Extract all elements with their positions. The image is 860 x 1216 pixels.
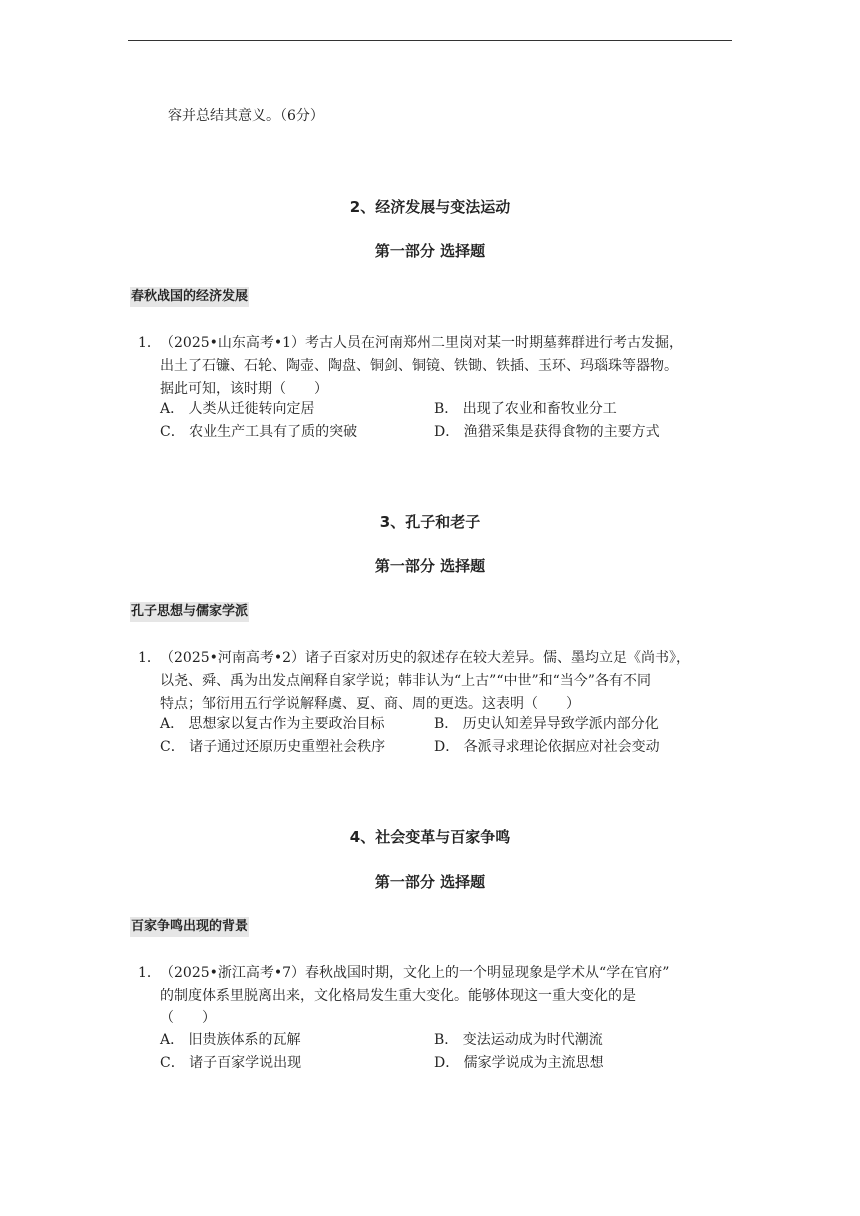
question-line: 据此可知，该时期（ ） bbox=[160, 381, 328, 397]
part-title: 第一部分 选择题 bbox=[374, 557, 486, 575]
part-title: 第一部分 选择题 bbox=[374, 242, 486, 260]
option-c: C． 诸子通过还原历史重塑社会秩序 bbox=[160, 739, 386, 755]
question-line: （2025•河南高考•2）诸子百家对历史的叙述存在较大差异。儒、墨均立足《尚书》， bbox=[160, 650, 691, 666]
topic-heading: 百家争鸣出现的背景 bbox=[130, 917, 249, 937]
question-line: （ ） bbox=[160, 1010, 216, 1026]
topic-heading: 孔子思想与儒家学派 bbox=[130, 602, 249, 622]
option-a: A． 旧贵族体系的瓦解 bbox=[160, 1032, 301, 1048]
section-title: 4、社会变革与百家争鸣 bbox=[349, 828, 511, 846]
option-b: B． 历史认知差异导致学派内部分化 bbox=[434, 716, 659, 732]
part-title: 第一部分 选择题 bbox=[374, 873, 486, 891]
option-b: B． 变法运动成为时代潮流 bbox=[434, 1032, 603, 1048]
option-d: D． 各派寻求理论依据应对社会变动 bbox=[434, 739, 660, 755]
topic-heading: 春秋战国的经济发展 bbox=[130, 287, 249, 307]
option-d: D． 儒家学说成为主流思想 bbox=[434, 1055, 604, 1071]
option-a: A． 人类从迁徙转向定居 bbox=[160, 401, 315, 417]
question-line: 的制度体系里脱离出来，文化格局发生重大变化。能够体现这一重大变化的是 bbox=[160, 988, 636, 1004]
question-line: 特点；邹衍用五行学说解释虞、夏、商、周的更迭。这表明（ ） bbox=[160, 696, 580, 712]
question-line: 以尧、舜、禹为出发点阐释自家学说；韩非认为“上古”“中世”和“当今”各有不同 bbox=[160, 673, 651, 689]
question-line: （2025•山东高考•1）考古人员在河南郑州二里岗对某一时期墓葬群进行考古发掘， bbox=[160, 335, 684, 351]
question-number: 1． bbox=[138, 965, 161, 981]
question-number: 1． bbox=[138, 650, 161, 666]
question-line: 出土了石镰、石轮、陶壶、陶盘、铜剑、铜镜、铁锄、铁插、玉环、玛瑙珠等器物。 bbox=[160, 358, 678, 374]
option-b: B． 出现了农业和畜牧业分工 bbox=[434, 401, 617, 417]
option-d: D． 渔猎采集是获得食物的主要方式 bbox=[434, 424, 660, 440]
question-number: 1． bbox=[138, 335, 161, 351]
section-title: 2、经济发展与变法运动 bbox=[349, 198, 511, 216]
intro-tail-text: 容并总结其意义。（6分） bbox=[168, 108, 324, 124]
header-rule bbox=[128, 40, 732, 41]
option-c: C． 诸子百家学说出现 bbox=[160, 1055, 302, 1071]
option-c: C． 农业生产工具有了质的突破 bbox=[160, 424, 358, 440]
question-line: （2025•浙江高考•7）春秋战国时期，文化上的一个明显现象是学术从“学在官府” bbox=[160, 965, 670, 981]
option-a: A． 思想家以复古作为主要政治目标 bbox=[160, 716, 385, 732]
section-title: 3、孔子和老子 bbox=[379, 513, 481, 531]
